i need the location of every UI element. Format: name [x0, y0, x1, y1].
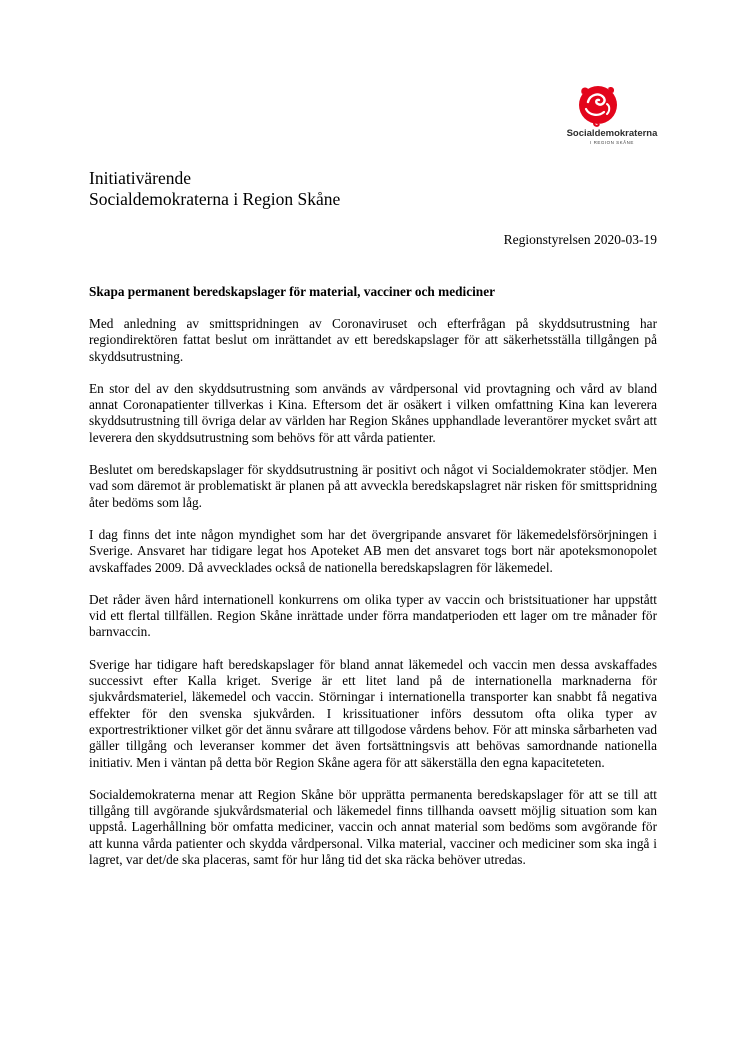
paragraph: Det råder även hård internationell konkurrens om olika typer av vaccin och bristsituationer har uppstått vid ett flertal tillfällen. Region Skåne inrättade under förra mandatperioden ett lager om tre månader för barnvaccin. — [89, 591, 657, 640]
body-text — [89, 316, 657, 884]
meeting-date: Regionstyrelsen 2020-03-19 — [503, 232, 657, 247]
paragraph: I dag finns det inte någon myndighet som har det övergripande ansvaret för läkemedelsförsörjningen i Sverige. Ansvaret har tidigare legat hos Apoteket AB men det ansvaret togs bort när apoteksmonopolet avskaffades 2009. Då avvecklades också de nationella beredskapslagren för läkemedel. — [89, 526, 657, 575]
title-line-2: Socialdemokraterna i Region Skåne — [89, 189, 341, 209]
logo-name: Socialdemokraterna — [566, 128, 658, 139]
paragraph: Beslutet om beredskapslager för skyddsutrustning är positivt och något vi Socialdemokrater stödjer. Men vad som däremot är problematiskt är planen på att avveckla beredskapslagret när risken för smittspridning åter bedöms som låg. — [89, 462, 657, 510]
paragraph: Socialdemokraterna menar att Region Skåne bör upprätta permanenta beredskapslager för att se till att tillgång till avgörande sjukvårdsmaterial och läkemedel finns tillhanda oavsett möjlig situation som kan uppstå. Lagerhållning bör omfatta mediciner, vaccin och annat material som bedöms som avgörande för att kunna vårda patienter och skydda vårdpersonal. Vilka material, vacciner och mediciner som ska ingå i lagret, var det/de ska placeras, samt för hur lång tid det ska räcka behöver utredas. — [89, 786, 657, 868]
party-logo — [564, 82, 660, 148]
section-heading: Skapa permanent beredskapslager för material, vacciner och mediciner — [89, 284, 496, 299]
document-title — [89, 168, 340, 210]
paragraph: Med anledning av smittspridningen av Coronaviruset och efterfrågan på skyddsutrustning har regiondirektören fattat beslut om inrättandet av ett beredskapslager för att säkerhetsställa tillgången på skyddsutrustning. — [89, 316, 657, 364]
title-line-1: Initiativärende — [89, 168, 192, 188]
paragraph: Sverige har tidigare haft beredskapslager för bland annat läkemedel och vaccin men dessa avskaffades successivt efter Kalla kriget. Sverige är ett litet land på de internationella marknaderna för sjukvårdsmateriel, läkemedel och vaccin. Störningar i internationella transporter kan snabbt få negativa effekter för den svenska sjukvården. I krissituationer införs dessutom ofta olika typer av exportrestriktioner vilket gör det ännu svårare att tillgodose vårdens behov. För att minska sårbarheten vad gäller tillgång och leveranser kommer det även fortsättningsvis att behövas samordnande nationella initiativ. Men i väntan på detta bör Region Skåne agera för att säkerställa den egna kapaciteteten. — [89, 656, 657, 770]
rose-icon — [574, 82, 620, 128]
logo-subtitle: I REGION SKÅNE — [590, 140, 634, 145]
paragraph: En stor del av den skyddsutrustning som används av vårdpersonal vid provtagning och vård av bland annat Coronapatienter tillverkas i Kina. Eftersom det är osäkert i vilken omfattning Kina kan leverera skyddsutrustning till övriga delar av världen har Region Skånes upphandlade leverantörer mycket svårt att leverera den skyddsutrustning som behövs för att vårda patienter. — [89, 380, 657, 445]
